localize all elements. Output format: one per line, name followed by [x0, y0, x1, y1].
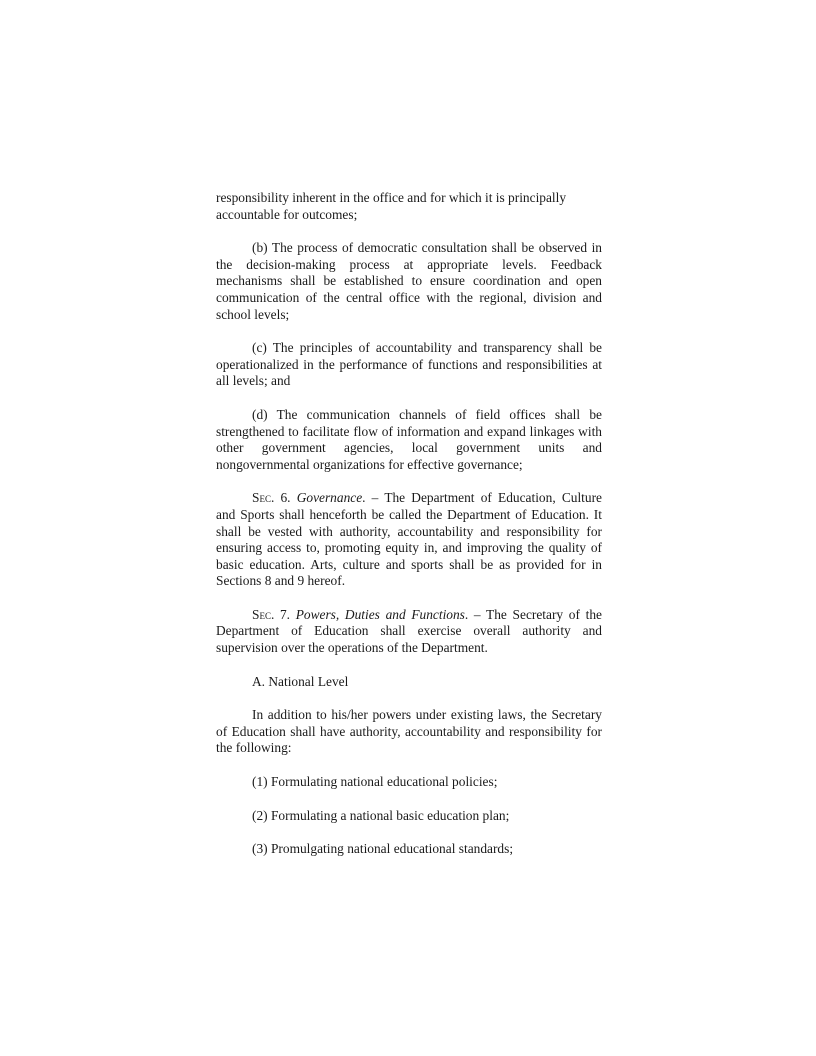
paragraph-c: (c) The principles of accountability and transparency shall be operationalized in the performance of functions and responsibilities at all levels; and	[216, 340, 602, 389]
document-page	[216, 190, 602, 875]
paragraph-b: (b) The process of democratic consultation shall be observed in the decision-making process at appropriate levels. Feedback mechanisms shall be established to ensure coordination and open communication of the central office with the regional, division and school levels;	[216, 240, 602, 322]
section-7-body: . – The Secretary of the Department of Education shall exercise overall authority and supervision over the operations of the Department.	[216, 606, 602, 656]
section-6-title: Governance	[296, 490, 363, 506]
list-item-2: (2) Formulating a national basic education plan;	[252, 807, 510, 823]
section-6-label: Sec. 6.	[252, 490, 291, 506]
section-7	[216, 607, 602, 657]
section-7-title: Powers, Duties and Functions	[295, 606, 465, 622]
national-level-heading: A. National Level	[252, 673, 349, 689]
paragraph-continuation: responsibility inherent in the office and for which it is principally accountable for outcomes;	[216, 190, 567, 222]
section-7-label: Sec. 7.	[252, 606, 291, 622]
section-6-body: . – The Department of Education, Culture and Sports shall henceforth be called the Department of Education. It shall be vested with authority, accountability and responsibility for ensuring access to, promoting equity in, and improving the quality of basic education. Arts, culture and sports shall be as provided for in Sections 8 and 9 hereof.	[216, 490, 603, 589]
list-item-1: (1) Formulating national educational policies;	[252, 774, 498, 790]
section-6	[216, 490, 602, 590]
national-level-intro: In addition to his/her powers under existing laws, the Secretary of Education shall have authority, accountability and responsibility for the following:	[216, 707, 602, 756]
list-item-3: (3) Promulgating national educational standards;	[252, 841, 514, 857]
paragraph-d: (d) The communication channels of field offices shall be strengthened to facilitate flow of information and expand linkages with other government agencies, local government units and nongovernmental organizations for effective governance;	[216, 406, 602, 472]
